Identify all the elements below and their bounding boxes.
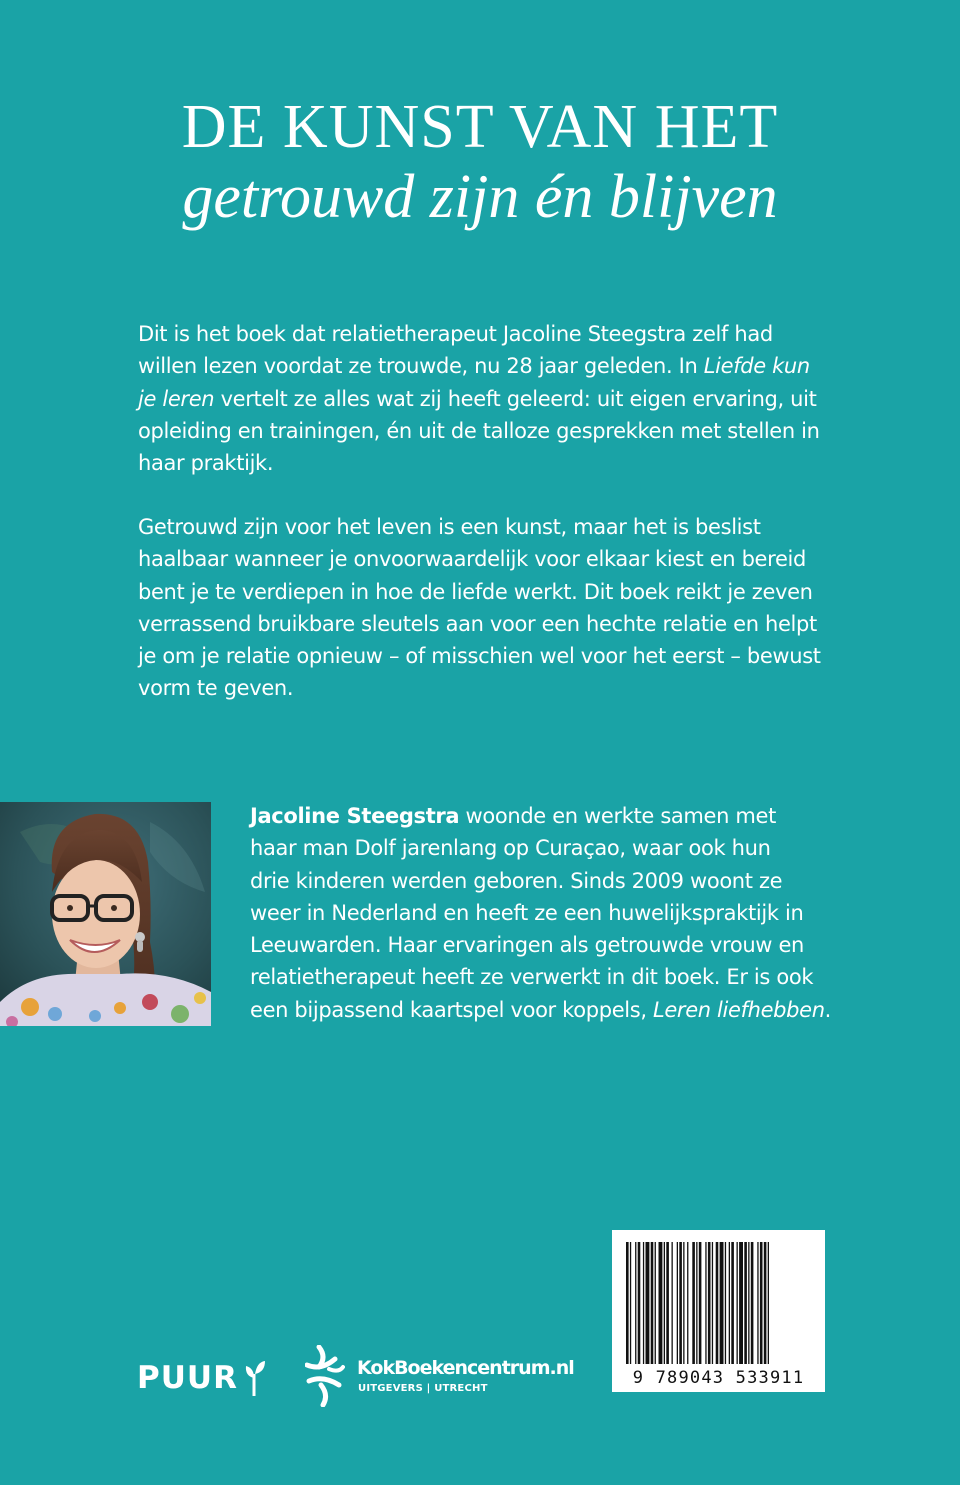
puur-wordmark: PUUR [137, 1360, 238, 1396]
bio-line: haar man Dolf jarenlang op Curaçao, waar ook hun [250, 836, 771, 861]
barcode-bar [630, 1242, 631, 1364]
barcode-bar [696, 1242, 697, 1364]
barcode-bar [729, 1242, 730, 1364]
blurb-line: bent je te verdiepen in hoe de liefde werkt. Dit boek reikt je zeven [138, 579, 813, 604]
barcode-bar [731, 1242, 734, 1364]
author-portrait-illustration [0, 802, 211, 1026]
card-game-title: Leren liefhebben [653, 997, 825, 1022]
barcode-bar [725, 1242, 726, 1364]
blurb-line: opleiding en trainingen, én uit de talloze gesprekken met stellen in [138, 418, 820, 443]
bio-line [250, 800, 850, 832]
barcode-bar [626, 1242, 629, 1364]
blurb-line: Getrouwd zijn voor het leven is een kunst, maar het is beslist [138, 515, 761, 539]
author-bio [250, 800, 850, 1026]
barcode-bar [659, 1242, 663, 1364]
barcode-bar [672, 1242, 673, 1364]
blurb-line: haar praktijk. [138, 451, 274, 476]
blurb-text: willen lezen voordat ze trouwde, nu 28 jaar geleden. In [138, 354, 704, 379]
barcode-bar [716, 1242, 719, 1364]
barcode-bar [643, 1242, 644, 1364]
bio-line: drie kinderen werden geboren. Sinds 2009 woont ze [250, 868, 783, 893]
bio-line [250, 994, 850, 1026]
blurb-paragraph-1 [138, 318, 838, 479]
barcode-bar [744, 1242, 747, 1364]
isbn-barcode [612, 1230, 825, 1392]
book-title-italic: je leren [138, 386, 215, 411]
bio-text: een bijpassend kaartspel voor koppels, [250, 997, 653, 1022]
barcode-bar [664, 1242, 665, 1364]
barcode-bar [683, 1242, 684, 1364]
barcode-bar [651, 1242, 654, 1364]
author-photo [0, 802, 211, 1026]
kokboekencentrum-logo [305, 1345, 585, 1407]
blurb-line: verrassend bruikbare sleutels aan voor een hechte relatie en helpt [138, 611, 817, 636]
blurb-text: vertelt ze alles wat zij heeft geleerd: uit eigen ervaring, uit [214, 386, 817, 411]
kok-leaf-mark-icon [305, 1345, 345, 1407]
barcode-bar [679, 1242, 682, 1364]
barcode-bar [635, 1242, 636, 1364]
bio-text: . [824, 997, 831, 1022]
bio-line: Leeuwarden. Haar ervaringen als getrouwde vrouw en [250, 933, 804, 958]
bio-line: weer in Nederland en heeft ze een huwelijkspraktijk in [250, 900, 804, 925]
blurb-line: haalbaar wanneer je onvoorwaardelijk voor elkaar kiest en bereid [138, 547, 806, 572]
barcode-bar [708, 1242, 711, 1364]
sprout-icon [245, 1360, 265, 1396]
bio-text: woonde en werkte samen met [459, 804, 776, 828]
barcode-bar [737, 1242, 738, 1364]
barcode-bar [751, 1242, 754, 1364]
barcode-bar [677, 1242, 678, 1364]
barcode-bar [699, 1242, 702, 1364]
kok-wordmark: KokBoekencentrum.nl [357, 1357, 574, 1379]
barcode-bar [768, 1242, 769, 1364]
barcode-bars [612, 1230, 825, 1370]
barcode-bar [687, 1242, 688, 1364]
blurb-paragraph-2 [138, 511, 838, 705]
barcode-bar [712, 1242, 713, 1364]
barcode-bar [638, 1242, 641, 1364]
blurb-line: je om je relatie opnieuw – of misschien wel voor het eerst – bewust [138, 644, 821, 669]
cover-title: DE KUNST VAN HET [181, 93, 779, 161]
puur-logo [137, 1358, 238, 1398]
barcode-bar [666, 1242, 669, 1364]
cover-subtitle: getrouwd zijn én blijven [182, 163, 778, 231]
bio-line: relatietherapeut heeft ze verwerkt in dit boek. Er is ook [250, 965, 814, 990]
isbn-digits: 9 789043 533911 [632, 1368, 805, 1388]
blurb-line [138, 383, 838, 415]
barcode-bar [655, 1242, 656, 1364]
kok-subtitle: UITGEVERS | UTRECHT [358, 1383, 488, 1394]
book-title-italic: Liefde kun [703, 354, 810, 379]
barcode-bar [692, 1242, 695, 1364]
barcode-bar [764, 1242, 767, 1364]
blurb-line: Dit is het boek dat relatietherapeut Jacoline Steegstra zelf had [138, 322, 773, 346]
blurb-line [138, 350, 838, 382]
blurb-line: vorm te geven. [138, 676, 294, 701]
barcode-bar [646, 1242, 650, 1364]
barcode-bar [748, 1242, 749, 1364]
author-name: Jacoline Steegstra [250, 804, 460, 828]
barcode-bar [705, 1242, 706, 1364]
barcode-bar [739, 1242, 743, 1364]
barcode-bar [757, 1242, 758, 1364]
barcode-bar [760, 1242, 763, 1364]
barcode-bar [720, 1242, 724, 1364]
